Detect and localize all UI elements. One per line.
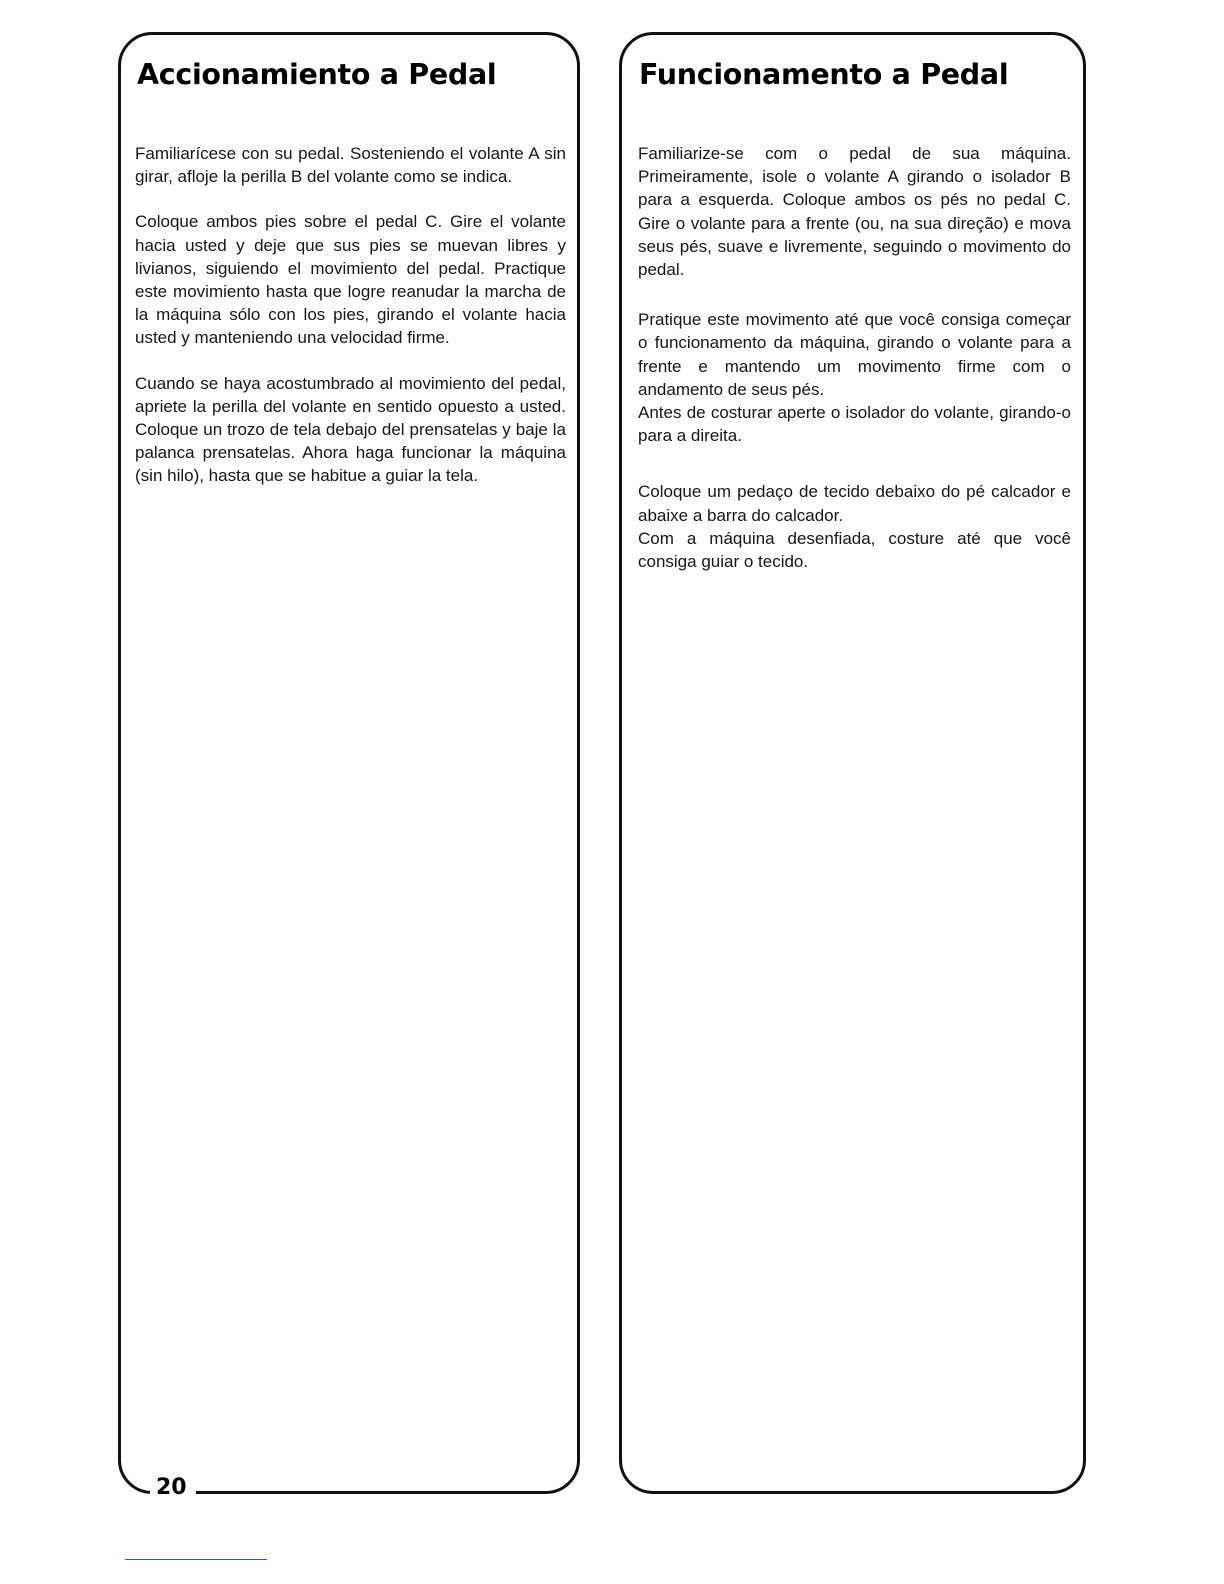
spanish-paragraph-1: Familiarícese con su pedal. Sosteniendo el volante A sin girar, afloje la perilla B del volante como se indica. <box>135 144 566 187</box>
portuguese-section-title: Funcionamento a Pedal <box>639 58 1009 91</box>
portuguese-paragraph-5: Com a máquina desenfiada, costure até que você consiga guiar o tecido. <box>638 528 1071 572</box>
portuguese-paragraph-4: Coloque um pedaço de tecido debaixo do pé calcador e abaixe a barra do calcador. <box>638 482 1071 525</box>
portuguese-paragraph-2: Pratique este movimento até que você consiga começar o funcionamento da máquina, girando o volante para a frente e mantendo um movimento firme com o andamento de seus pés. <box>638 310 1071 399</box>
spanish-instructions <box>135 142 566 488</box>
spanish-paragraph-2: Coloque ambos pies sobre el pedal C. Gire el volante hacia usted y deje que sus pies se muevan libres y livianos, siguiendo el movimiento del pedal. Practique este movimiento hasta que logre reanudar la marcha de la máquina sólo con los pies, girando el volante hacia usted y manteniendo una velocidad firme. <box>135 212 566 348</box>
spanish-paragraph-3: Cuando se haya acostumbrado al movimiento del pedal, apriete la perilla del volante en sentido opuesto a usted. Coloque un trozo de tela debajo del prensatelas y baje la palanca prensatelas. Ahora haga funcionar la máquina (sin hilo), hasta que se habitue a guiar la tela. <box>135 373 566 486</box>
page-number: 20 <box>156 1475 187 1500</box>
portuguese-paragraph-3: Antes de costurar aperte o isolador do volante, girando-o para a direita. <box>638 403 1071 446</box>
portuguese-paragraph-1: Familiarize-se com o pedal de sua máquina. Primeiramente, isole o volante A girando o isolador B para a esquerda. Coloque ambos os pés no pedal C. Gire o volante para a frente (ou, na sua direção) e mova seus pés, suave e livremente, seguindo o movimento do pedal. <box>638 144 1071 280</box>
spanish-section-title: Accionamiento a Pedal <box>137 58 497 91</box>
portuguese-instructions <box>638 142 1071 573</box>
footer-divider <box>125 1559 267 1560</box>
